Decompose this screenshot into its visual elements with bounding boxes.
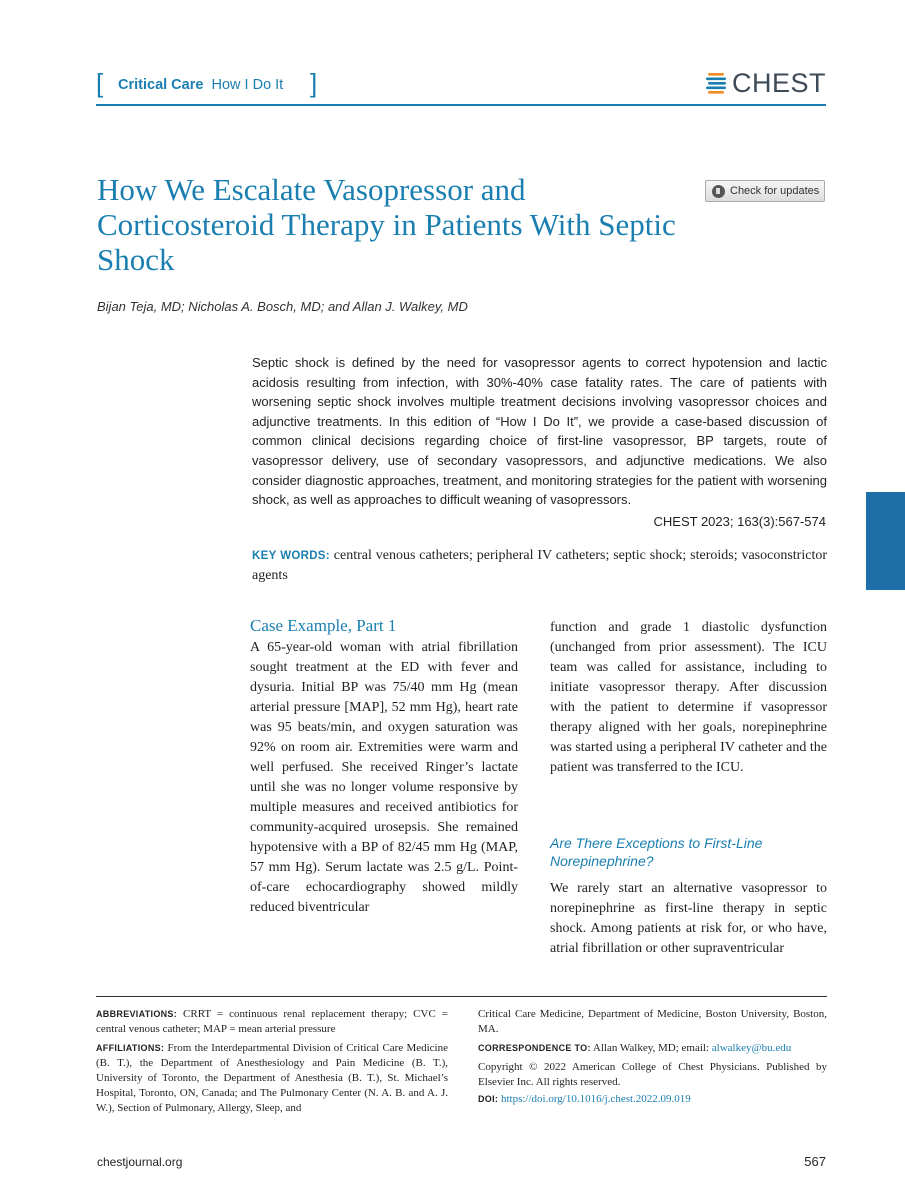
abbreviations-label: ABBREVIATIONS: (96, 1009, 178, 1019)
copyright: Copyright © 2022 American College of Chest Physicians. Published by Elsevier Inc. All rights reserved. (478, 1061, 827, 1088)
journal-header (96, 70, 826, 106)
affiliations-continued: Critical Care Medicine, Department of Medicine, Boston University, Boston, MA. (478, 1008, 827, 1035)
keywords (252, 546, 827, 586)
article-title: How We Escalate Vasopressor and Corticosteroid Therapy in Patients With Septic Shock (97, 172, 676, 277)
case-heading: Case Example, Part 1 (250, 616, 397, 635)
keywords-label: KEY WORDS: (252, 550, 330, 562)
check-for-updates-label: Check for updates (730, 185, 820, 197)
section-subtitle: How I Do It (211, 77, 284, 93)
page-number: 567 (804, 1154, 826, 1169)
section-label (118, 77, 283, 93)
doi (478, 1092, 827, 1107)
subheading: Are There Exceptions to First-Line Norepinephrine? (550, 835, 763, 869)
correspondence-text: Allan Walkey, MD; email: (592, 1042, 710, 1054)
right-bracket: ] (310, 68, 318, 98)
chest-logo-text: CHEST (731, 68, 826, 98)
bookmark-icon (712, 185, 725, 198)
correspondence (478, 1041, 827, 1056)
journal-url[interactable]: chestjournal.org (97, 1155, 183, 1169)
section-side-tab (866, 492, 905, 590)
header-rule (96, 104, 826, 106)
check-for-updates-button[interactable] (705, 180, 825, 202)
case-paragraph-continued: function and grade 1 diastolic dysfunction (unchanged from prior assessment). The ICU team was called for assistance, including to initiate vasopressor therapy. After discussion with the patient to determine if vasopressor therapy aligned with her goals, norepinephrine was started using a peripheral IV catheter and the patient was transferred to the ICU. (550, 620, 827, 775)
abbreviations-text: CRRT = continuous renal replacement therapy; CVC = central venous catheter; MAP = mean arterial pressure (96, 1008, 448, 1035)
subsection-paragraph: We rarely start an alternative vasopressor to norepinephrine as first-line therapy in septic shock. Among patients at risk for, or who have, atrial fibrillation or other supraventricular (550, 881, 827, 956)
section-bold: Critical Care (118, 77, 204, 93)
citation: CHEST 2023; 163(3):567-574 (653, 514, 826, 529)
case-paragraph: A 65-year-old woman with atrial fibrillation sought treatment at the ED with fever and dysuria. Initial BP was 75/40 mm Hg (mean arterial pressure [MAP], 52 mm Hg), heart rate was 95 beats/min, and oxygen saturation was 92% on room air. Extremities were warm and well perfused. She received Ringer’s lactate until she was no longer volume responsive by multiple measures and received antibiotics for community-acquired urosepsis. She remained hypotensive with a BP of 82/45 mm Hg (MAP, 57 mm Hg). Serum lactate was 2.5 g/L. Point-of-care echocardiography showed mildly reduced biventricular (250, 640, 518, 915)
authors: Bijan Teja, MD; Nicholas A. Bosch, MD; and Allan J. Walkey, MD (97, 299, 468, 314)
correspondence-label: CORRESPONDENCE TO: (478, 1043, 591, 1053)
affiliations (96, 1041, 448, 1116)
abbreviations (96, 1007, 448, 1037)
affiliations-text: From the Interdepartmental Division of Critical Care Medicine (B. T.), the Department of Anesthesiology and Pain Medicine (B. T.), University of Toronto, the Department of Anesthesia (B. T.), St. Michael’s Hospital, Toronto, ON, Canada; and The Pulmonary Center (N. A. B. and A. J. W.), Section of Pulmonary, Allergy, Sleep, and (96, 1042, 449, 1114)
affiliations-label: AFFILIATIONS: (96, 1043, 165, 1053)
body-column-1 (250, 638, 518, 918)
doi-label: DOI: (478, 1094, 499, 1104)
keywords-text: central venous catheters; peripheral IV catheters; septic shock; steroids; vasoconstrictor agents (252, 548, 828, 583)
footnotes-right (478, 1007, 827, 1111)
footnotes-left (96, 1007, 448, 1120)
body-column-2 (550, 618, 827, 778)
footnote-rule (96, 996, 827, 997)
chest-logo-icon (706, 71, 728, 97)
chest-logo[interactable] (706, 68, 826, 99)
abstract: Septic shock is defined by the need for vasopressor agents to correct hypotension and lactic acidosis resulting from infection, with 30%-40% case fatality rates. The care of patients with worsening septic shock involves multiple treatment decisions involving vasopressor choices and adjunctive treatments. In this edition of “How I Do It”, we provide a case-based discussion of common clinical decisions regarding choice of first-line vasopressor, BP targets, route of vasopressor delivery, use of secondary vasopressors, and adjunctive medications. We also consider diagnostic approaches, treatment, and monitoring strategies for the patient with worsening shock, as well as approaches to difficult weaning of vasopressors. (252, 355, 827, 508)
doi-link[interactable]: https://doi.org/10.1016/j.chest.2022.09.019 (500, 1093, 691, 1105)
left-bracket: [ (96, 68, 104, 98)
body-column-2-lower (550, 879, 827, 959)
correspondence-email-link[interactable]: alwalkey@bu.edu (711, 1042, 792, 1054)
